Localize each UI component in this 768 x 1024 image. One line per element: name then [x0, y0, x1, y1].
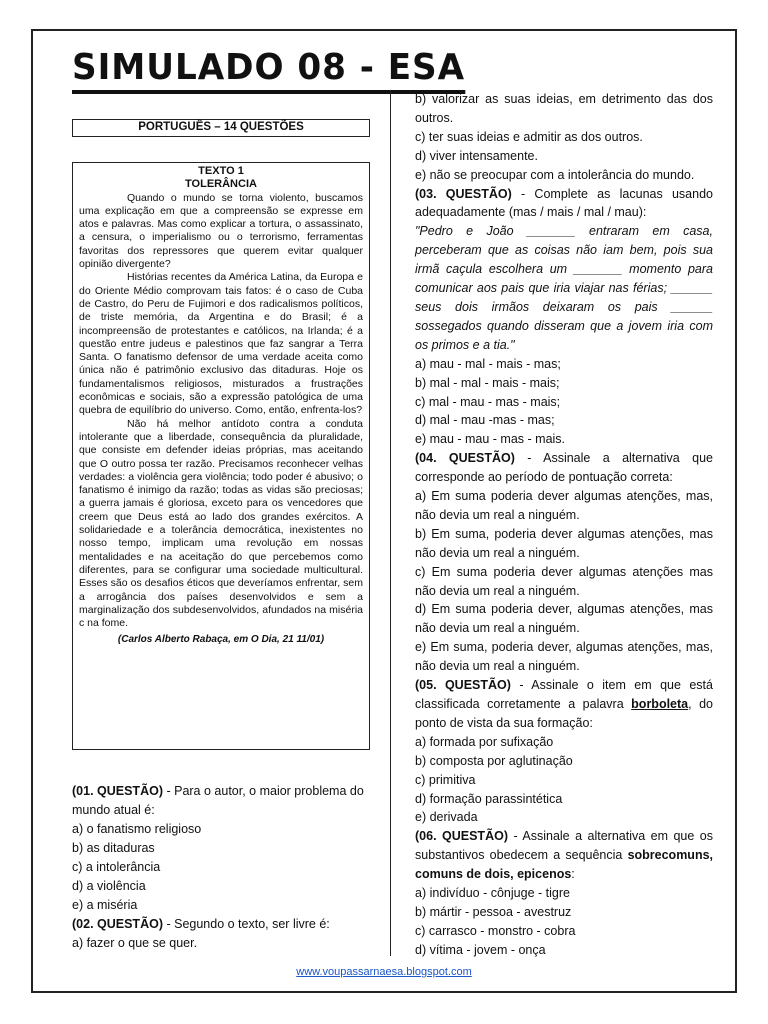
option-a: a) fazer o que se quer.	[72, 936, 198, 950]
right-column	[415, 90, 713, 960]
question-stem: - Segundo o texto, ser livre é:	[163, 917, 330, 931]
option-a: a) Em suma poderia dever algumas atenções, mas, não devia um real a ninguém.	[415, 489, 713, 522]
question-02	[72, 915, 372, 953]
option-c: c) a intolerância	[72, 860, 161, 874]
option-b: b) as ditaduras	[72, 841, 155, 855]
option-b: b) composta por aglutinação	[415, 753, 573, 768]
left-column-questions	[72, 782, 372, 953]
question-06	[415, 827, 713, 959]
highlighted-word: borboleta	[631, 697, 689, 711]
option-e: e) Em suma, poderia dever, algumas atenções, mas, não devia um real a ninguém.	[415, 640, 713, 674]
question-number: (04. QUESTÃO)	[415, 451, 515, 466]
question-04	[415, 449, 713, 676]
question-number: (02. QUESTÃO)	[72, 917, 163, 931]
text-source: (Carlos Alberto Rabaça, em O Dia, 21 11/01)	[117, 634, 325, 646]
question-stem-end: , do ponto de vista da sua formação:	[415, 697, 713, 730]
question-01	[72, 782, 372, 915]
option-e: e) a miséria	[72, 898, 138, 912]
option-d: d) mal - mau -mas - mas;	[415, 413, 555, 428]
question-03	[415, 185, 713, 450]
option-c: c) mal - mau - mas - mais;	[415, 394, 561, 409]
option-d: d) a violência	[72, 879, 146, 893]
option-a: a) indivíduo - cônjuge - tigre	[415, 886, 570, 901]
column-divider	[390, 90, 391, 956]
option-e: e) mau - mau - mas - mais.	[415, 432, 566, 447]
text-paragraph: Quando o mundo se torna violento, buscamos uma explicação em que a compreensão se expresse em atos e palavras. Mas como explicar a tortura, o assassinato, a censura, o imperialismo ou o terrorismo, ferramentas favoritas dos repressores que querem evitar qualquer opinião divergente?	[79, 191, 363, 271]
question-stem: - Complete as lacunas usando adequadamente (mas / mais / mal / mau):	[415, 186, 713, 220]
option-d: d) formação parassintética	[415, 791, 563, 806]
option-a: a) o fanatismo religioso	[72, 822, 202, 836]
question-stem: - Assinale a alternativa que corresponde ao período de pontuação correta:	[415, 451, 713, 485]
page-title: SIMULADO 08 - ESA	[72, 46, 465, 94]
bold-terms: sobrecomuns, comuns de dois, epicenos	[415, 848, 713, 882]
question-number: (03. QUESTÃO)	[415, 186, 512, 201]
text-1-box	[72, 162, 370, 750]
option-d: d) Em suma poderia dever, algumas atenções, mas não devia um real a ninguém.	[415, 602, 713, 636]
option-a: a) formada por sufixação	[415, 734, 554, 749]
question-stem: - Assinale o item em que está classificada corretamente a palavra	[415, 678, 713, 711]
text-title: TOLERÂNCIA	[185, 178, 257, 191]
question-stem: - Assinale a alternativa em que os substantivos obedecem a sequência	[415, 829, 713, 863]
option-e: e) derivada	[415, 810, 478, 825]
footer-link[interactable]: www.voupassarnaesa.blogspot.com	[296, 966, 472, 978]
option-d: d) vítima - jovem - onça	[415, 942, 546, 957]
option-d: d) viver intensamente.	[415, 148, 538, 163]
section-header: PORTUGUÊS – 14 QUESTÕES	[72, 119, 370, 137]
question-05	[415, 676, 713, 827]
question-stem-end: :	[571, 867, 575, 882]
question-quote: "Pedro e João _______ entraram em casa, perceberam que as coisas não iam bem, pois sua irmã caçula escolhera um _______ momento para comunicar aos pais que iria viajar nas férias; ______ seus dois irmãos deixaram os pais ______ sossegados quando disseram que a jovem iria com os primos e a tia."	[415, 224, 713, 352]
text-paragraph: Não há melhor antídoto contra a conduta intolerante que a liberdade, consequência da pluralidade, que consiste em defender ideias próprias, mas aceitando que O outro possa ter razão. Precisamos reconhecer velhas verdades: a violência gera violência; todo poder é abusivo; o fanatismo é inimigo da razão; todas as vidas são preciosas; a guerra jamais é gloriosa, exceto para os vencedores que creem que Deus está ao lado dos grandes exércitos. A solidariedade e a tolerância democrática, inexistentes no nosso tempo, implicam uma revolução em nossas mentalidades e na aceitação do que percebemos como diferentes, para se configurar uma sociedade multicultural. Esses são os desafios éticos que deveríamos enfrentar, sem a arrogância dos países desenvolvidos e sem a marginalização dos subdesenvolvidos, afundados na miséria c na fome.	[79, 417, 363, 630]
option-c: c) primitiva	[415, 772, 476, 787]
option-b: b) mártir - pessoa - avestruz	[415, 904, 572, 919]
question-number: (05. QUESTÃO)	[415, 678, 511, 693]
option-b: b) Em suma, poderia dever algumas atenções, mas não devia um real a ninguém.	[415, 526, 713, 560]
text-paragraph: Histórias recentes da América Latina, da Europa e do Oriente Médio comprovam tais fatos: é o caso de Cuba de Castro, do Peru de Fujimori e dos radicalismos políticos, de triste memória, da Argentina e do Brasil; é a incompreensão de protestantes e católicos, na Irlanda; é a questão entre judeus e palestinos que faz sangrar a Terra Santa. O fanatismo defensor de uma verdade aceita como única não é patrimônio exclusivo das ditaduras. Hoje os fundamentalismos religiosos, misturados a frustrações econômicas e sociais, são a expressão patológica de uma quebra de equilíbrio do universo. Como, então, enfrenta-los?	[79, 271, 363, 417]
text-label: TEXTO 1	[198, 165, 244, 177]
question-number: (06. QUESTÃO)	[415, 829, 508, 844]
question-number: (01. QUESTÃO)	[72, 784, 163, 798]
option-b: b) valorizar as suas ideias, em detrimento das dos outros.	[415, 92, 713, 125]
question-stem: - Para o autor, o maior problema do mundo atual é:	[72, 784, 364, 817]
option-e: e) não se preocupar com a intolerância do mundo.	[415, 167, 695, 182]
option-c: c) ter suas ideias e admitir as dos outros.	[415, 129, 643, 144]
option-a: a) mau - mal - mais - mas;	[415, 356, 561, 371]
option-c: c) Em suma poderia dever algumas atenções mas não devia um real a ninguém.	[415, 564, 713, 598]
option-b: b) mal - mal - mais - mais;	[415, 375, 560, 390]
option-c: c) carrasco - monstro - cobra	[415, 923, 576, 938]
